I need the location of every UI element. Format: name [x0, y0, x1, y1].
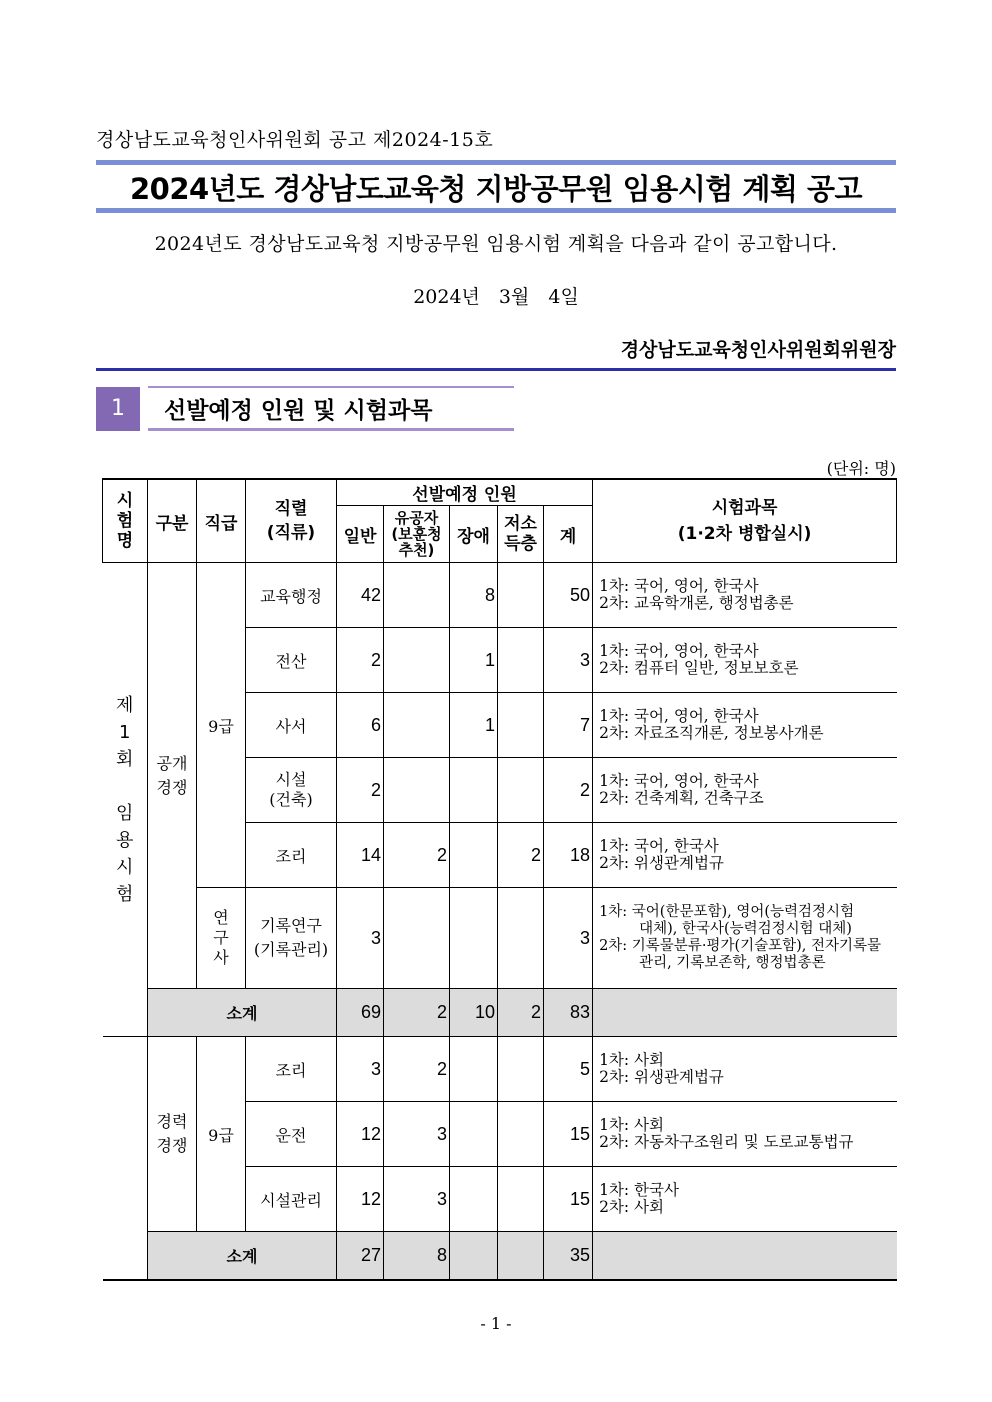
exam-name-cell: 제 1 회 임 용 시 험: [103, 563, 148, 1037]
subject-line: 2차: 컴퓨터 일반, 정보보호론: [599, 659, 799, 677]
low-income-cell: [498, 1102, 544, 1167]
notice-date: 2024년 3월 4일: [413, 286, 579, 308]
subjects-cell: [593, 758, 897, 823]
veterans-cell: 3: [384, 1167, 450, 1232]
low-income-cell: 2: [498, 823, 544, 888]
low-income-cell: [498, 888, 544, 989]
total-cell: 18: [544, 823, 593, 888]
header-exam-name: 시 험 명: [103, 479, 148, 563]
total-cell: 50: [544, 563, 593, 628]
signer-divider: [96, 368, 896, 371]
veterans-cell: [384, 758, 450, 823]
subtotal-row: [103, 989, 897, 1037]
signer: 경상남도교육청인사위원회위원장: [620, 339, 896, 361]
page-title: 2024년도 경상남도교육청 지방공무원 임용시험 계획 공고: [129, 172, 862, 206]
disabled-cell: [450, 823, 498, 888]
subject-line: 관리, 기록보존학, 행정법총론: [639, 955, 826, 971]
notice-number: 경상남도교육청인사위원회 공고 제2024-15호: [96, 129, 494, 151]
veterans-cell: 3: [384, 1102, 450, 1167]
subtotal-veterans: 8: [384, 1232, 450, 1280]
subjects-cell: [593, 1167, 897, 1232]
subject-line: 1차: 국어, 한국사: [599, 837, 719, 855]
subject-line: 1차: 국어(한문포함), 영어(능력검정시험: [599, 904, 855, 920]
header-position: 직렬 (직류): [246, 479, 337, 563]
disabled-cell: [450, 1037, 498, 1102]
table-row: [103, 888, 897, 989]
veterans-cell: [384, 693, 450, 758]
subjects-cell: [593, 888, 897, 989]
total-cell: 3: [544, 888, 593, 989]
header-disabled: 장애: [450, 506, 498, 563]
section-number-badge: 1: [96, 387, 140, 431]
position-cell: 교육행정: [246, 563, 337, 628]
subject-line: 2차: 자동차구조원리 및 도로교통법규: [599, 1133, 854, 1151]
grade-9-career: 9급: [197, 1037, 246, 1232]
grade-9-open: 9급: [197, 563, 246, 888]
position-cell: 사서: [246, 693, 337, 758]
recruitment-table: [102, 478, 897, 1281]
table-row: [103, 563, 897, 628]
veterans-cell: [384, 563, 450, 628]
subject-line: 2차: 위생관계법규: [599, 854, 724, 872]
position-cell: 시설 (건축): [246, 758, 337, 823]
section-line-bottom: [148, 428, 514, 431]
position-cell: 조리: [246, 1037, 337, 1102]
general-cell: 2: [337, 628, 384, 693]
category-open: 공개 경쟁: [148, 563, 197, 989]
subjects-cell: [593, 563, 897, 628]
low-income-cell: [498, 1037, 544, 1102]
subject-line: 2차: 자료조직개론, 정보봉사개론: [599, 724, 824, 742]
subtotal-subjects: [593, 989, 897, 1037]
veterans-cell: [384, 628, 450, 693]
subject-line: 1차: 국어, 영어, 한국사: [599, 577, 759, 595]
general-cell: 3: [337, 888, 384, 989]
general-cell: 12: [337, 1167, 384, 1232]
low-income-cell: [498, 758, 544, 823]
subtotal-disabled: 10: [450, 989, 498, 1037]
general-cell: 6: [337, 693, 384, 758]
subjects-cell: [593, 693, 897, 758]
total-cell: 15: [544, 1102, 593, 1167]
header-low-income: 저소 득층: [498, 506, 544, 563]
subject-line: 대체), 한국사(능력검정시험 대체): [639, 921, 852, 937]
subjects-cell: [593, 628, 897, 693]
disabled-cell: [450, 888, 498, 989]
disabled-cell: 1: [450, 628, 498, 693]
disabled-cell: 8: [450, 563, 498, 628]
subjects-cell: [593, 1037, 897, 1102]
subtotal-disabled: [450, 1232, 498, 1280]
disabled-cell: 1: [450, 693, 498, 758]
veterans-cell: [384, 888, 450, 989]
disabled-cell: [450, 1102, 498, 1167]
subtotal-low-income: [498, 1232, 544, 1280]
general-cell: 12: [337, 1102, 384, 1167]
subjects-cell: [593, 823, 897, 888]
subject-line: 1차: 국어, 영어, 한국사: [599, 772, 759, 790]
subtotal-veterans: 2: [384, 989, 450, 1037]
total-cell: 3: [544, 628, 593, 693]
general-cell: 14: [337, 823, 384, 888]
unit-label: (단위: 명): [826, 459, 896, 478]
low-income-cell: [498, 1167, 544, 1232]
disabled-cell: [450, 1167, 498, 1232]
title-bar-top: [96, 160, 896, 165]
subtotal-row: [103, 1232, 897, 1280]
disabled-cell: [450, 758, 498, 823]
subjects-cell: [593, 1102, 897, 1167]
header-category: 구분: [148, 479, 197, 563]
position-cell: 기록연구 (기록관리): [246, 888, 337, 989]
header-total: 계: [544, 506, 593, 563]
low-income-cell: [498, 693, 544, 758]
general-cell: 42: [337, 563, 384, 628]
header-general: 일반: [337, 506, 384, 563]
subject-line: 1차: 국어, 영어, 한국사: [599, 642, 759, 660]
subject-line: 2차: 기록물분류·평가(기술포함), 전자기록물: [599, 938, 882, 954]
subject-line: 1차: 사회: [599, 1051, 664, 1069]
veterans-cell: 2: [384, 823, 450, 888]
total-cell: 15: [544, 1167, 593, 1232]
exam-name-cell-continued: [103, 1037, 148, 1280]
subject-line: 2차: 위생관계법규: [599, 1068, 724, 1086]
position-cell: 시설관리: [246, 1167, 337, 1232]
low-income-cell: [498, 563, 544, 628]
subject-line: 1차: 한국사: [599, 1181, 679, 1199]
section-title: 선발예정 인원 및 시험과목: [164, 398, 433, 424]
subtotal-label: 소계: [148, 989, 337, 1037]
position-cell: 운전: [246, 1102, 337, 1167]
subtotal-subjects: [593, 1232, 897, 1280]
low-income-cell: [498, 628, 544, 693]
subtotal-general: 69: [337, 989, 384, 1037]
header-veterans: 유공자 (보훈청 추천): [384, 506, 450, 563]
subtotal-total: 83: [544, 989, 593, 1037]
subject-line: 1차: 사회: [599, 1116, 664, 1134]
position-cell: 전산: [246, 628, 337, 693]
grade-researcher: 연 구 사: [197, 888, 246, 989]
subject-line: 2차: 교육학개론, 행정법총론: [599, 594, 794, 612]
position-cell: 조리: [246, 823, 337, 888]
subtotal-general: 27: [337, 1232, 384, 1280]
section-line-top: [148, 386, 514, 388]
header-subjects: 시험과목 (1·2차 병합실시): [593, 479, 897, 563]
subject-line: 2차: 건축계획, 건축구조: [599, 789, 764, 807]
general-cell: 3: [337, 1037, 384, 1102]
category-career: 경력 경쟁: [148, 1037, 197, 1232]
subject-line: 1차: 국어, 영어, 한국사: [599, 707, 759, 725]
table-row: [103, 1037, 897, 1102]
subtotal-label: 소계: [148, 1232, 337, 1280]
subtotal-low-income: 2: [498, 989, 544, 1037]
header-planned: 선발예정 인원: [337, 479, 593, 506]
title-bar-bottom: [96, 208, 896, 213]
subtotal-total: 35: [544, 1232, 593, 1280]
general-cell: 2: [337, 758, 384, 823]
page-number: - 1 -: [480, 1314, 512, 1333]
veterans-cell: 2: [384, 1037, 450, 1102]
total-cell: 5: [544, 1037, 593, 1102]
header-grade: 직급: [197, 479, 246, 563]
intro-text: 2024년도 경상남도교육청 지방공무원 임용시험 계획을 다음과 같이 공고합니다.: [154, 233, 838, 255]
total-cell: 2: [544, 758, 593, 823]
subject-line: 2차: 사회: [599, 1198, 664, 1216]
total-cell: 7: [544, 693, 593, 758]
